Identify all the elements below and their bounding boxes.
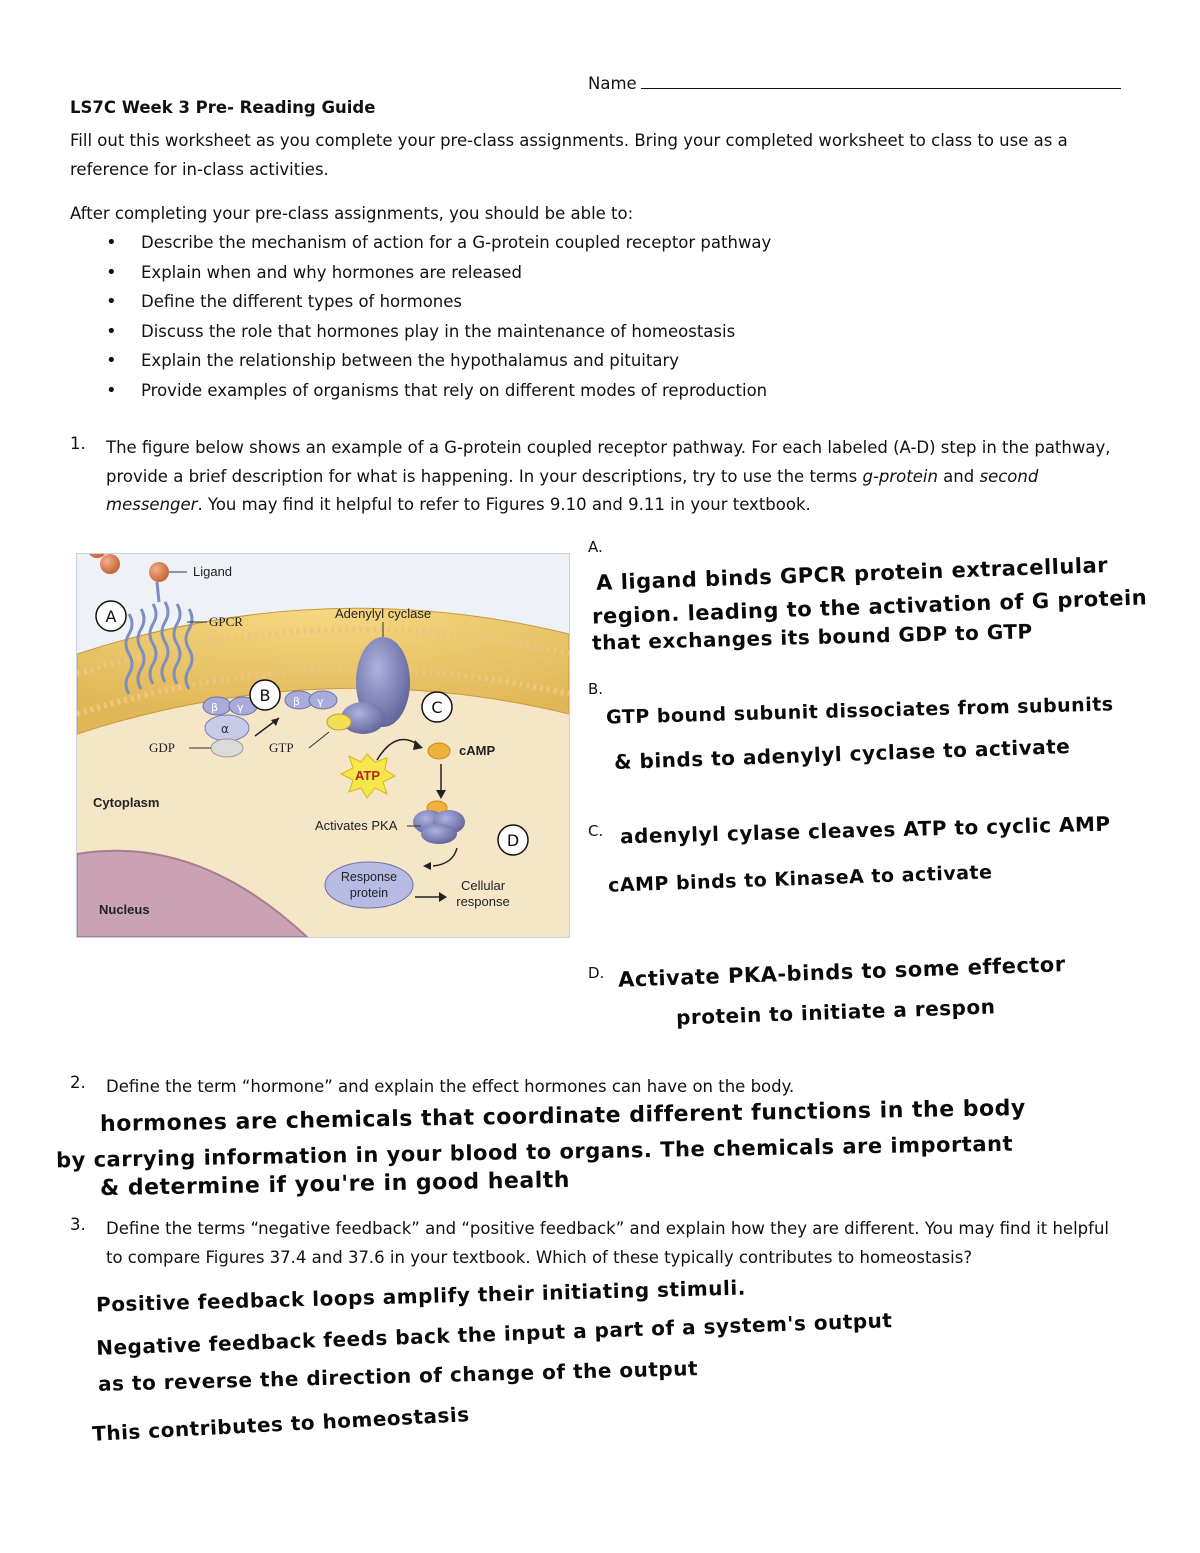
ligand-ball [149,562,169,582]
step-label-a: A [105,607,117,626]
question-3 [70,1215,1130,1267]
activates-pka-label: Activates PKA [315,818,398,833]
step-label-d: D [506,831,520,850]
answer-b-line: GTP bound subunit dissociates from subunits [605,693,1114,729]
camp-label: cAMP [459,743,496,758]
objective-item: • Discuss the role that hormones play in the maintenance of homeostasis [70,317,771,347]
step-label-c: C [431,698,443,717]
gtp-label: GTP [269,740,294,755]
pka-protein [421,824,457,844]
adenylyl-cyclase-label: Adenylyl cyclase [335,606,432,621]
answer-2-line: hormones are chemicals that coordinate different functions in the body [99,1095,1026,1138]
name-field[interactable] [588,72,1121,93]
question-1 [70,434,1130,514]
objective-item: • Explain the relationship between the hypothalamus and pituitary [70,346,771,376]
camp-molecule [428,743,450,759]
response-protein [325,862,413,908]
objective-item: • Describe the mechanism of action for a G-protein coupled receptor pathway [70,228,771,258]
answer-a-line: that exchanges its bound GDP to GTP [591,619,1033,655]
objectives-list [70,228,771,405]
answer-2-line: & determine if you're in good health [99,1167,571,1202]
answer-d-line: protein to initiate a respon [675,994,996,1030]
answer-3-line: This contributes to homeostasis [91,1402,471,1446]
objective-item: • Explain when and why hormones are released [70,258,771,288]
answer-3-line: Negative feedback feeds back the input a part of a system's output [95,1308,893,1360]
question-3-text: Define the terms “negative feedback” and “positive feedback” and explain how they are different. You may find it helpful to compare Figures 37.4 and 37.6 in your textbook. Which of these typically contributes to homeostasis? [106,1219,1109,1267]
name-underline[interactable] [641,72,1121,89]
answer-b-line: & binds to adenylyl cyclase to activate [613,734,1071,774]
answer-3-line: Positive feedback loops amplify their initiating stimuli. [95,1275,747,1317]
answer-3-line: as to reverse the direction of change of the output [97,1356,699,1396]
gdp-label: GDP [149,740,176,755]
answer-c-line: cAMP binds to KinaseA to activate [607,861,993,897]
term-second-messenger: second messenger [106,466,1039,514]
gpcr-label: GPCR [209,614,243,629]
nucleus-label: Nucleus [99,902,150,917]
objectives-lead: After completing your pre-class assignments, you should be able to: [70,204,634,223]
question-2-text: Define the term “hormone” and explain the effect hormones can have on the body. [106,1077,795,1096]
intro-text: Fill out this worksheet as you complete your pre-class assignments. Bring your completed worksheet to class to use as a reference for in-class activities. [70,131,1068,179]
answer-c-line: adenylyl cylase cleaves ATP to cyclic AMP [619,811,1111,849]
answer-a-line: region. leading to the activation of G protein [591,585,1148,629]
gamma-label: γ [237,701,244,714]
answer-c-label: C. [588,822,604,840]
alpha-label: α [221,722,229,736]
beta-label: β [293,695,301,708]
response-protein-label: Response [340,870,398,884]
name-label: Name [588,74,637,93]
ligand-label: Ligand [193,564,233,579]
gamma-label: γ [317,695,324,708]
question-number: 3. [70,1215,86,1234]
page-title: LS7C Week 3 Pre- Reading Guide [70,98,376,117]
ligand-ball [100,554,120,574]
response-protein-label: protein [349,886,389,900]
objective-item: • Provide examples of organisms that rely on different modes of reproduction [70,376,771,406]
answer-a-line: A ligand binds GPCR protein extracellular [595,553,1109,595]
gpcr-pathway-figure [76,553,570,938]
cytoplasm-label: Cytoplasm [93,795,160,810]
question-number: 2. [70,1073,86,1092]
answer-a-label: A. [588,538,603,556]
answer-d-label: D. [588,964,605,982]
objective-item: • Define the different types of hormones [70,287,771,317]
cellular-response-label: response [456,894,510,909]
term-g-protein: g-protein [862,466,938,486]
question-2 [70,1073,1130,1096]
atp-label: ATP [355,768,381,783]
beta-label: β [211,701,219,714]
step-label-b: B [259,686,271,705]
gpcr-diagram [77,554,569,937]
question-1-text: The figure below shows an example of a G-protein coupled receptor pathway. For each labeled (A-D) step in the pathway, provide a brief description for what is happening. In your descriptions, try to use the terms g-protein and second messenger. You may find it helpful to refer to Figures 9.10 and 9.11 in your textbook. [106,438,1111,514]
cellular-response-label: Cellular [460,878,506,893]
answer-d-line: Activate PKA-binds to some effector [617,952,1067,992]
answer-b-label: B. [588,680,604,698]
question-number: 1. [70,434,86,453]
answer-2-line: by carrying information in your blood to organs. The chemicals are important [55,1131,1014,1173]
